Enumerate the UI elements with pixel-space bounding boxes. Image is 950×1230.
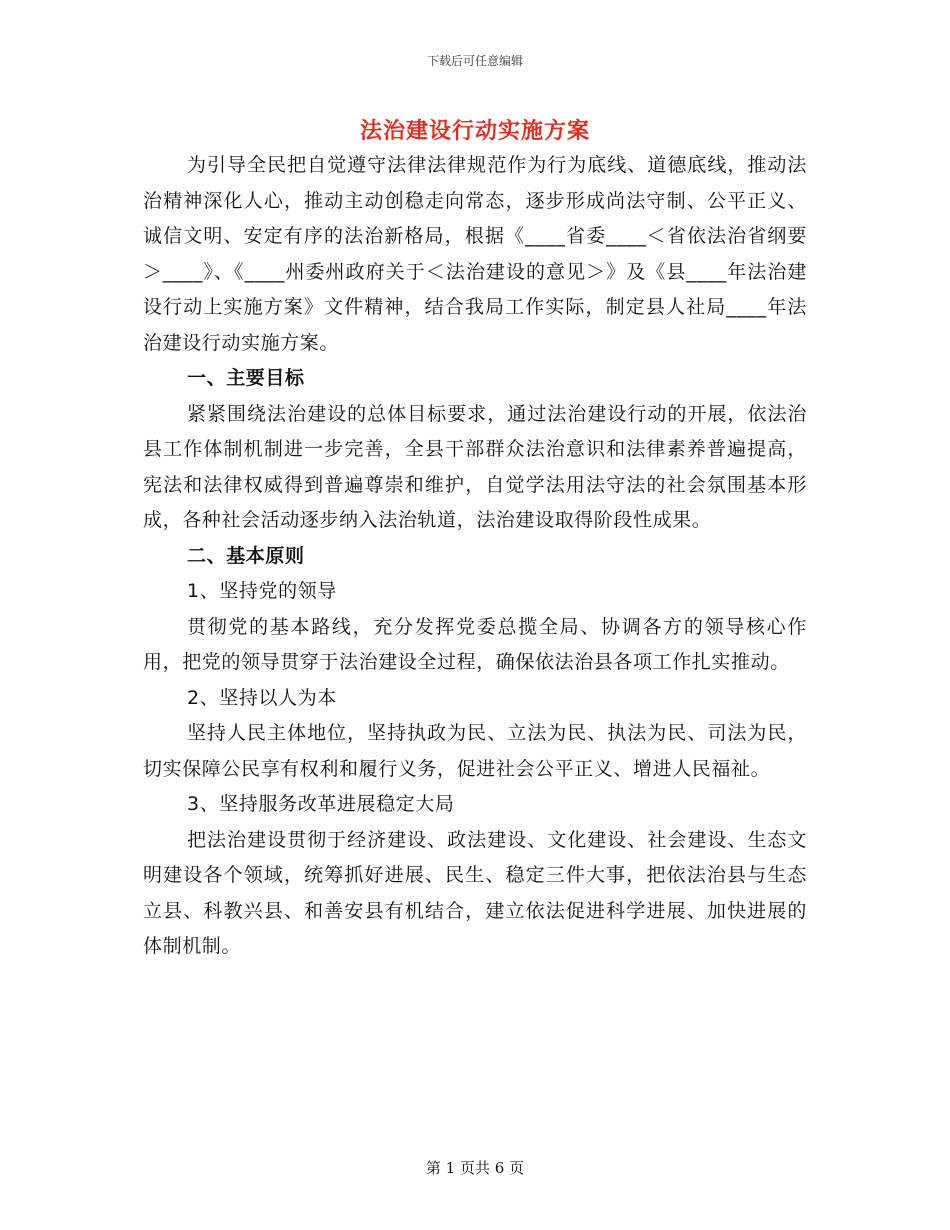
document-body <box>143 148 807 965</box>
principle-title-1: 1、坚持党的领导 <box>187 580 337 602</box>
principle-title-2: 2、坚持以人为本 <box>187 686 337 709</box>
page-footer: 第 1 页共 6 页 <box>425 1159 525 1177</box>
document-title: 法治建设行动实施方案 <box>359 119 590 144</box>
header-note: 下载后可任意编辑 <box>426 54 523 68</box>
intro-paragraph: 为引导全民把自觉遵守法律法律规范作为行为底线、道德底线，推动法治精神深化人心，推动主动创稳走向常态，逐步形成尚法守制、公平正义、诚信文明、安定有序的法治新格局，根据《____省委____＜省依法治省纲要＞____》、《____州委州政府关于＜法治建设的意见＞》及《县____年法治建设行动上实施方案》文件精神，结合我局工作实际，制定县人社局____年法治建设行动实施方案。 <box>143 154 807 354</box>
principle-body-3: 把法治建设贯彻于经济建设、政法建设、文化建设、社会建设、生态文明建设各个领域，统筹抓好进展、民生、稳定三件大事，把依法治县与生态立县、科教兴县、和善安县有机结合，建立依法促进科学进展、加快进展的体制机制。 <box>143 828 807 957</box>
goals-paragraph: 紧紧围绕法治建设的总体目标要求，通过法治建设行动的开展，依法治县工作体制机制进一步完善，全县干部群众法治意识和法律素养普遍提高，宪法和法律权威得到普遍尊崇和维护，自觉学法用法守法的社会氛围基本形成，各种社会活动逐步纳入法治轨道，法治建设取得阶段性成果。 <box>143 402 807 531</box>
principle-body-1: 贯彻党的基本路线，充分发挥党委总揽全局、协调各方的领导核心作用，把党的领导贯穿于法治建设全过程，确保依法治县各项工作扎实推动。 <box>143 615 807 673</box>
section-heading-principles: 二、基本原则 <box>187 544 305 567</box>
section-heading-goals: 一、主要目标 <box>187 367 305 389</box>
principle-title-3: 3、坚持服务改革进展稳定大局 <box>187 793 455 815</box>
principle-body-2: 坚持人民主体地位，坚持执政为民、立法为民、执法为民、司法为民，切实保障公民享有权利和履行义务，促进社会公平正义、增进人民福祉。 <box>143 722 807 780</box>
